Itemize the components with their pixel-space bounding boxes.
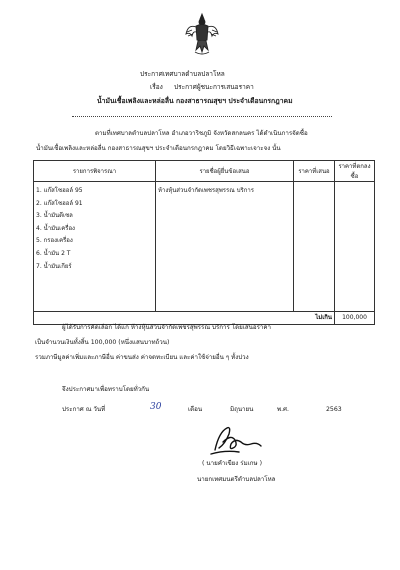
date-day: 30 — [150, 402, 162, 412]
date-year: 2563 — [326, 406, 342, 413]
subject-text: ประกาศผู้ชนะการเสนอราคา — [174, 83, 254, 91]
result-line-2: เป็นจำนวนเงินทั้งสิ้น 100,000 (หนึ่งแสนบาทถ้วน) — [35, 339, 170, 346]
list-item: 6. น้ำมัน 2 T — [36, 249, 71, 257]
list-item: 2. แก๊สโซฮอล์ 91 — [36, 199, 83, 207]
total-row — [34, 312, 375, 325]
list-item: 1. แก๊สโซฮอล์ 95 — [36, 187, 83, 194]
result-line-1: ผู้ได้รับการคัดเลือก ได้แก่ ห้างหุ้นส่วนจำกัดเพชรสุพรรณ บริการ โดยเสนอราคา — [62, 324, 272, 331]
header-offer-price: ราคาที่เสนอ — [294, 161, 335, 182]
notice-text: จึงประกาศมาเพื่อทราบโดยทั่วกัน — [62, 386, 150, 393]
signature-image — [205, 420, 265, 460]
date-prefix: ประกาศ ณ วันที่ — [62, 406, 106, 413]
date-year-label: พ.ศ. — [277, 406, 289, 413]
item-list-cell — [34, 182, 156, 312]
list-item: 7. น้ำมันเกียร์ — [36, 262, 72, 270]
garuda-emblem-icon — [184, 10, 220, 58]
vendor-cell: ห้างหุ้นส่วนจำกัดเพชรสุพรรณ บริการ — [156, 182, 294, 312]
paragraph-line-2: น้ำมันเชื้อเพลิงและหล่อลื่น กองสาธารณสุขฯ ประจำเดือนกรกฎาคม โดยวิธีเฉพาะเจาะจง นั้น — [36, 145, 281, 152]
total-value: 100,000 — [335, 312, 375, 325]
list-item: 3. น้ำมันดีเซล — [36, 212, 73, 220]
subject-label: เรื่อง — [150, 83, 163, 91]
signer-name: ( นายคำเขียง ร่มเกษ ) — [202, 460, 263, 467]
offer-price-cell — [294, 182, 335, 312]
header-agreed-price: ราคาที่ตกลงซื้อ — [335, 161, 375, 182]
subtitle: น้ำมันเชื้อเพลิงและหล่อลื่น กองสาธารณสุขฯ ประจำเดือนกรกฎาคม — [97, 97, 293, 105]
header-bidders: รายชื่อผู้ยื่นข้อเสนอ — [156, 161, 294, 182]
signer-position: นายกเทศมนตรีตำบลปลาโหล — [197, 476, 276, 483]
authority-title: ประกาศเทศบาลตำบลปลาโหล — [140, 70, 225, 78]
agreed-price-cell — [335, 182, 375, 312]
list-item: 4. น้ำมันเครื่อง — [36, 224, 75, 232]
table-row — [34, 182, 375, 312]
paragraph-line-1: ตามที่เทศบาลตำบลปลาโหล อำเภอวาริชภูมิ จังหวัดสกลนคร ได้ดำเนินการจัดซื้อ — [95, 130, 308, 137]
table-header-row — [34, 161, 375, 182]
items-table — [33, 160, 375, 325]
list-item: 5. กรองเครื่อง — [36, 237, 73, 245]
total-label: ไม่เกิน — [34, 312, 335, 325]
separator-line — [72, 116, 332, 117]
result-line-3: รวมภาษีมูลค่าเพิ่มและภาษีอื่น ค่าขนส่ง ค่าจดทะเบียน และค่าใช้จ่ายอื่น ๆ ทั้งปวง — [35, 354, 249, 361]
header-items: รายการพิจารณา — [34, 161, 156, 182]
date-month-label: เดือน — [188, 406, 203, 413]
date-month: มิถุนายน — [230, 406, 254, 413]
